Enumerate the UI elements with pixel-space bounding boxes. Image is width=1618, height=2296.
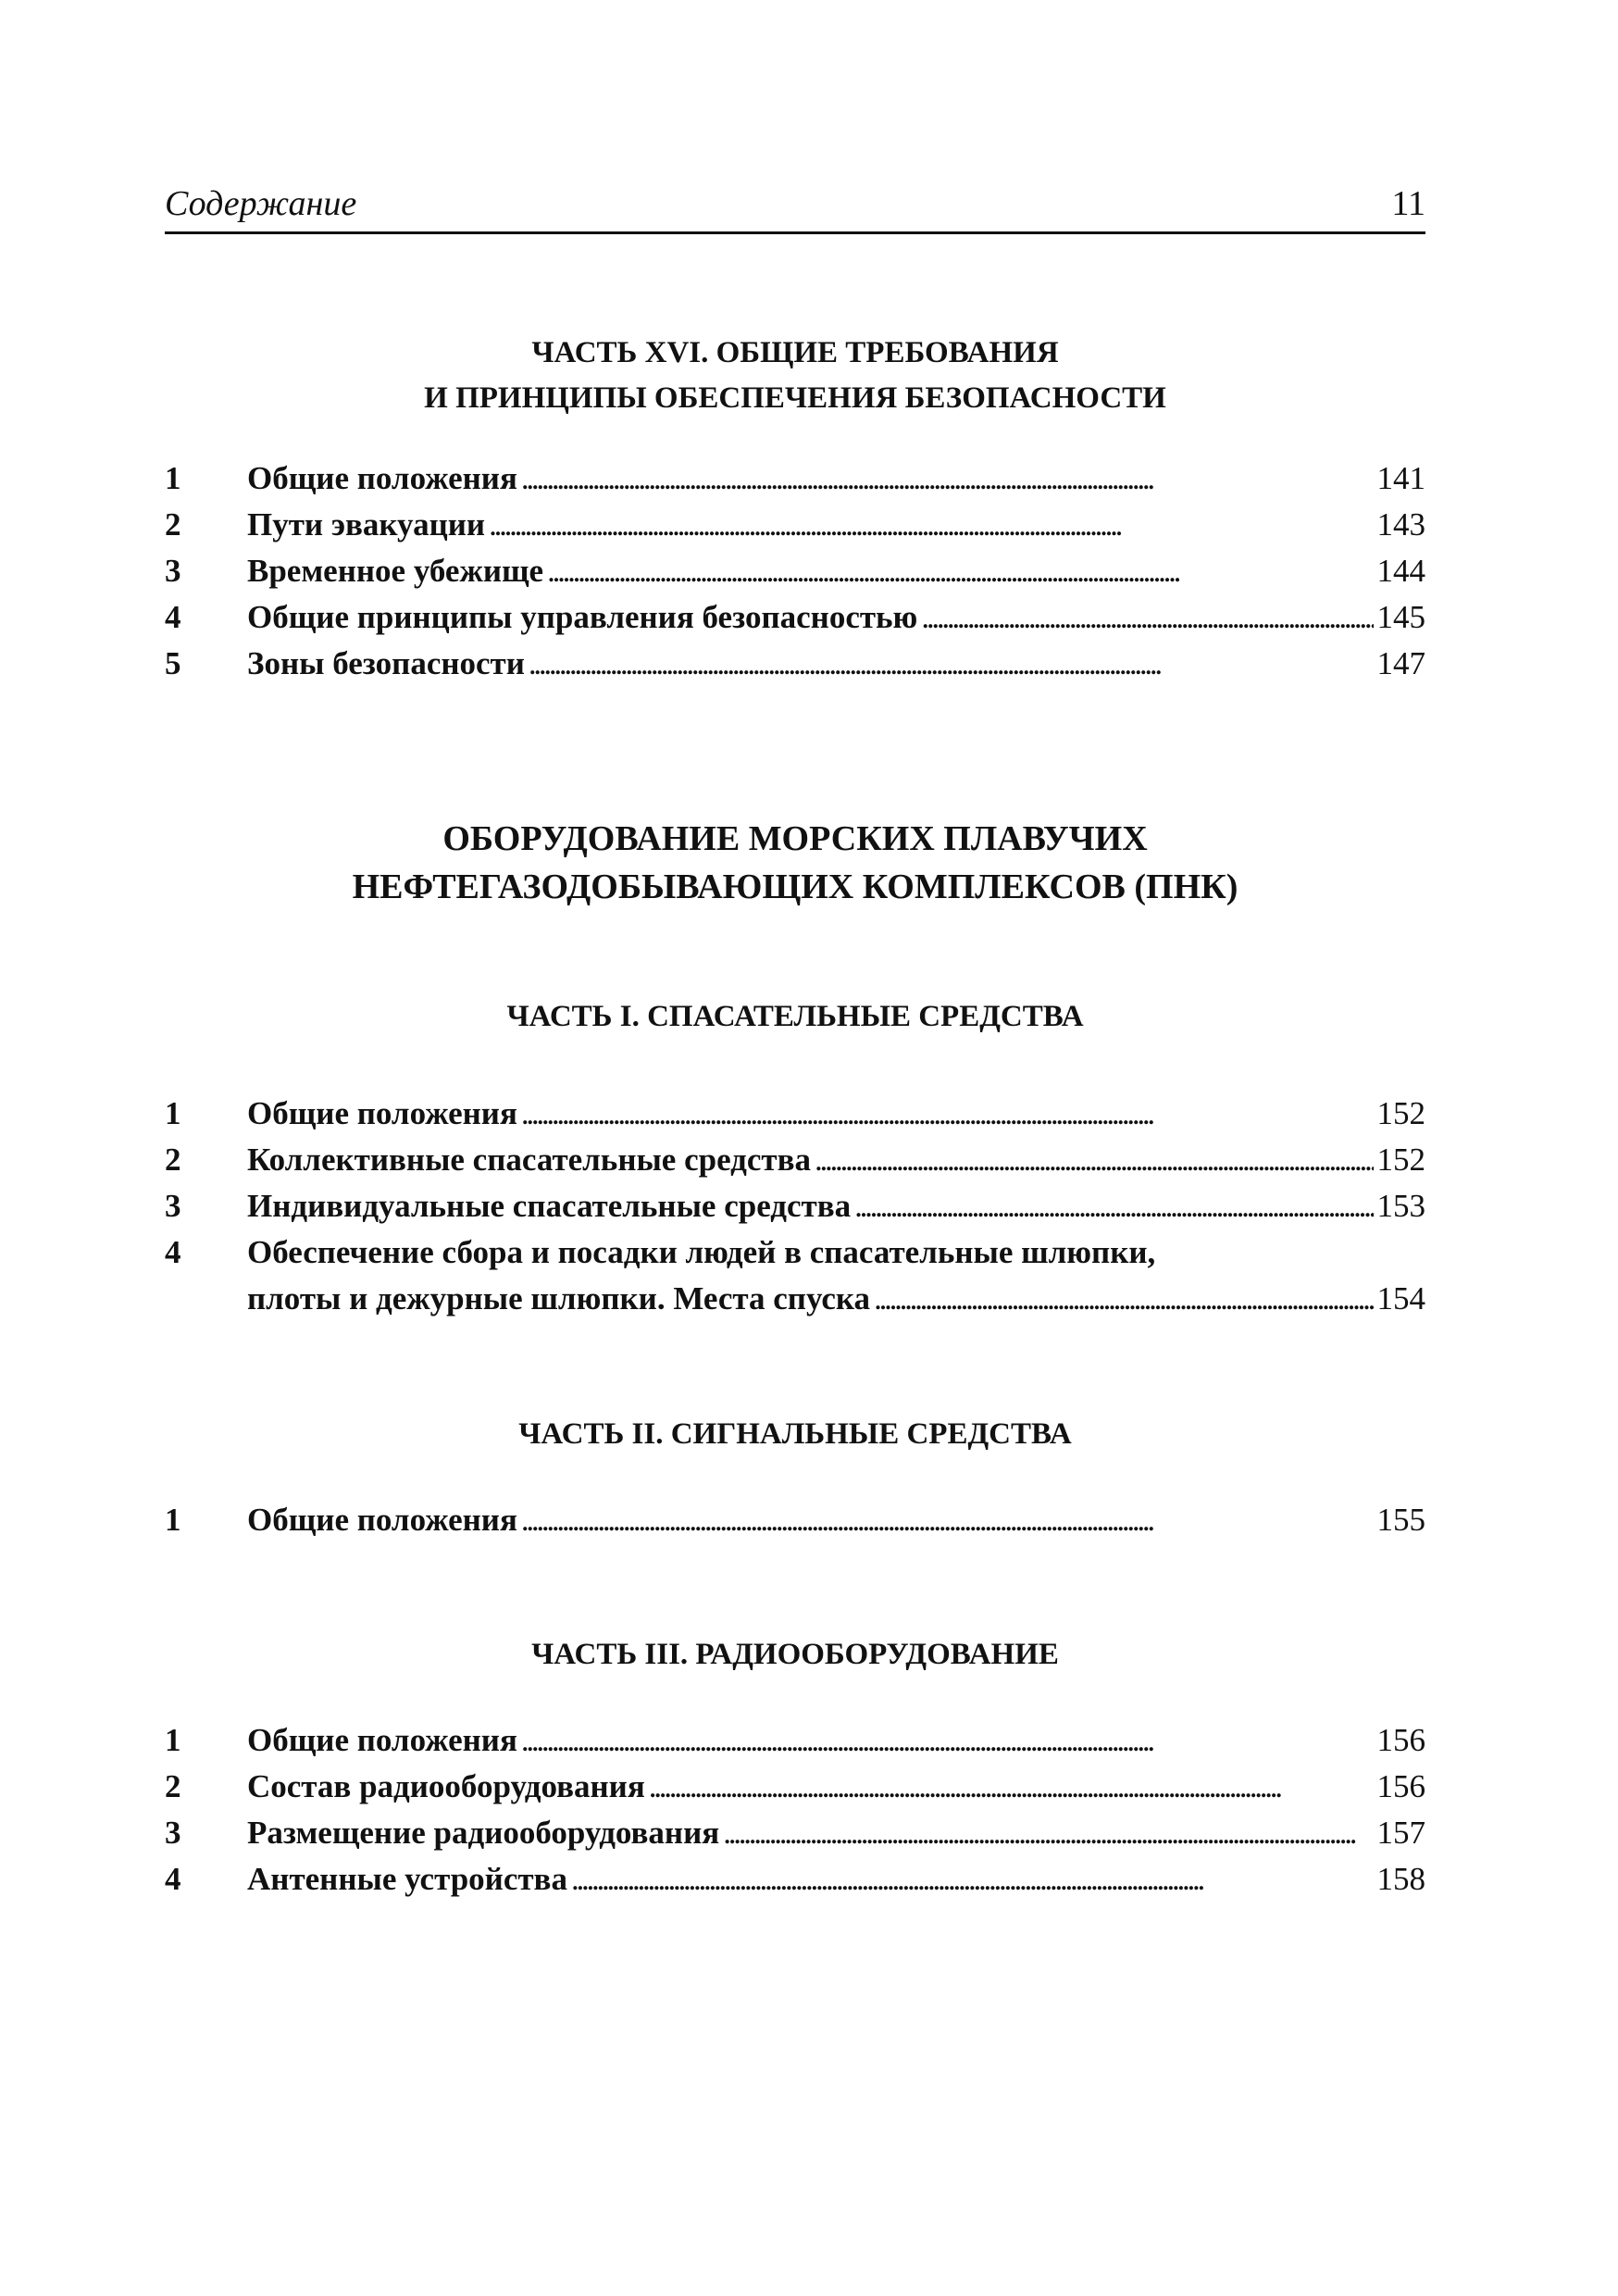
toc-entry-page: 141 (1376, 460, 1425, 496)
toc-entry-label: Пути эвакуации (247, 506, 486, 543)
toc-entry-label: Общие положения (247, 460, 517, 496)
dot-leader (521, 1091, 1374, 1137)
toc-entry-label-line2: плоты и дежурные шлюпки. Места спуска (247, 1280, 871, 1316)
part16-toc (165, 455, 1425, 687)
toc-entry-label: Индивидуальные спасательные средства (247, 1188, 852, 1224)
toc-entry-page: 152 (1376, 1095, 1425, 1131)
toc-entry[interactable] (165, 641, 1425, 687)
dot-leader (723, 1810, 1373, 1856)
dot-leader (489, 502, 1373, 548)
dot-leader (649, 1764, 1374, 1810)
dot-leader (547, 548, 1373, 594)
toc-entry-number: 3 (165, 1815, 181, 1851)
toc-entry[interactable] (165, 455, 1425, 502)
toc-entry-page: 154 (1376, 1280, 1425, 1316)
toc-entry-number: 3 (165, 553, 181, 589)
section-title-line2: НЕФТЕГАЗОДОБЫВАЮЩИХ КОМПЛЕКСОВ (ПНК) (352, 867, 1238, 906)
dot-leader (815, 1137, 1374, 1183)
toc-entry-label: Коллективные спасательные средства (247, 1142, 811, 1178)
part16-heading-line1: ЧАСТЬ XVI. ОБЩИЕ ТРЕБОВАНИЯ (531, 336, 1059, 369)
toc-entry-label: Общие положения (247, 1095, 517, 1131)
part1-toc (165, 1091, 1425, 1322)
toc-entry-label: Временное убежище (247, 553, 544, 589)
toc-entry-page: 158 (1376, 1861, 1425, 1897)
toc-entry-page: 144 (1376, 553, 1425, 589)
toc-entry-number: 1 (165, 1095, 181, 1131)
toc-entry-page: 156 (1376, 1722, 1425, 1758)
toc-entry-number: 5 (165, 645, 181, 681)
running-header (165, 176, 1425, 234)
toc-entry[interactable] (165, 1856, 1425, 1903)
running-header-title: Содержание (165, 184, 357, 223)
toc-entry[interactable] (165, 1764, 1425, 1810)
page-number: 11 (1391, 184, 1425, 223)
dot-leader (521, 455, 1374, 502)
toc-entry[interactable] (165, 1717, 1425, 1764)
toc-entry-page: 145 (1376, 599, 1425, 635)
toc-entry-label: Общие положения (247, 1502, 517, 1538)
toc-entry-page: 157 (1376, 1815, 1425, 1851)
toc-entry-page: 155 (1376, 1502, 1425, 1538)
part1-heading: ЧАСТЬ I. СПАСАТЕЛЬНЫЕ СРЕДСТВА (506, 1000, 1084, 1033)
part2-heading: ЧАСТЬ II. СИГНАЛЬНЫЕ СРЕДСТВА (518, 1417, 1072, 1451)
toc-entry[interactable] (165, 1183, 1425, 1229)
toc-entry[interactable] (165, 594, 1425, 641)
toc-entry-page: 143 (1376, 506, 1425, 543)
toc-entry[interactable] (165, 502, 1425, 548)
toc-entry-number: 2 (165, 506, 181, 543)
section-title-line1: ОБОРУДОВАНИЕ МОРСКИХ ПЛАВУЧИХ (442, 819, 1148, 858)
part2-toc (165, 1497, 1425, 1543)
dot-leader (529, 641, 1374, 687)
toc-entry-number: 4 (165, 1861, 181, 1897)
toc-entry-number: 2 (165, 1768, 181, 1804)
toc-entry-page: 152 (1376, 1142, 1425, 1178)
toc-entry-label: Общие принципы управления безопасностью (247, 599, 918, 635)
toc-entry-number: 1 (165, 1502, 181, 1538)
toc-entry-page: 156 (1376, 1768, 1425, 1804)
toc-entry-number: 1 (165, 1722, 181, 1758)
dot-leader (874, 1276, 1373, 1322)
part16-heading-line2: И ПРИНЦИПЫ ОБЕСПЕЧЕНИЯ БЕЗОПАСНОСТИ (424, 381, 1166, 415)
dot-leader (521, 1717, 1374, 1764)
part16-heading (165, 331, 1425, 421)
toc-entry-page: 147 (1376, 645, 1425, 681)
toc-entry-label: Состав радиооборудования (247, 1768, 645, 1804)
toc-entry[interactable] (165, 1229, 1425, 1322)
toc-entry-number: 4 (165, 599, 181, 635)
toc-entry-number: 4 (165, 1234, 181, 1270)
toc-entry-label-line1: Обеспечение сбора и посадки людей в спасательные шлюпки, (247, 1234, 1156, 1270)
toc-entry[interactable] (165, 1091, 1425, 1137)
dot-leader (571, 1856, 1374, 1903)
toc-entry[interactable] (165, 1497, 1425, 1543)
toc-entry-page: 153 (1376, 1188, 1425, 1224)
toc-entry[interactable] (165, 548, 1425, 594)
part3-heading: ЧАСТЬ III. РАДИООБОРУДОВАНИЕ (531, 1638, 1059, 1671)
dot-leader (854, 1183, 1373, 1229)
toc-entry-label: Антенные устройства (247, 1861, 567, 1897)
dot-leader (921, 594, 1373, 641)
toc-entry-number: 3 (165, 1188, 181, 1224)
dot-leader (521, 1497, 1374, 1543)
toc-entry-number: 1 (165, 460, 181, 496)
toc-entry-label: Общие положения (247, 1722, 517, 1758)
section-title (165, 815, 1425, 911)
toc-entry[interactable] (165, 1137, 1425, 1183)
toc-entry-label: Размещение радиооборудования (247, 1815, 720, 1851)
toc-entry-label: Зоны безопасности (247, 645, 525, 681)
part3-toc (165, 1717, 1425, 1903)
toc-entry-number: 2 (165, 1142, 181, 1178)
toc-entry[interactable] (165, 1810, 1425, 1856)
